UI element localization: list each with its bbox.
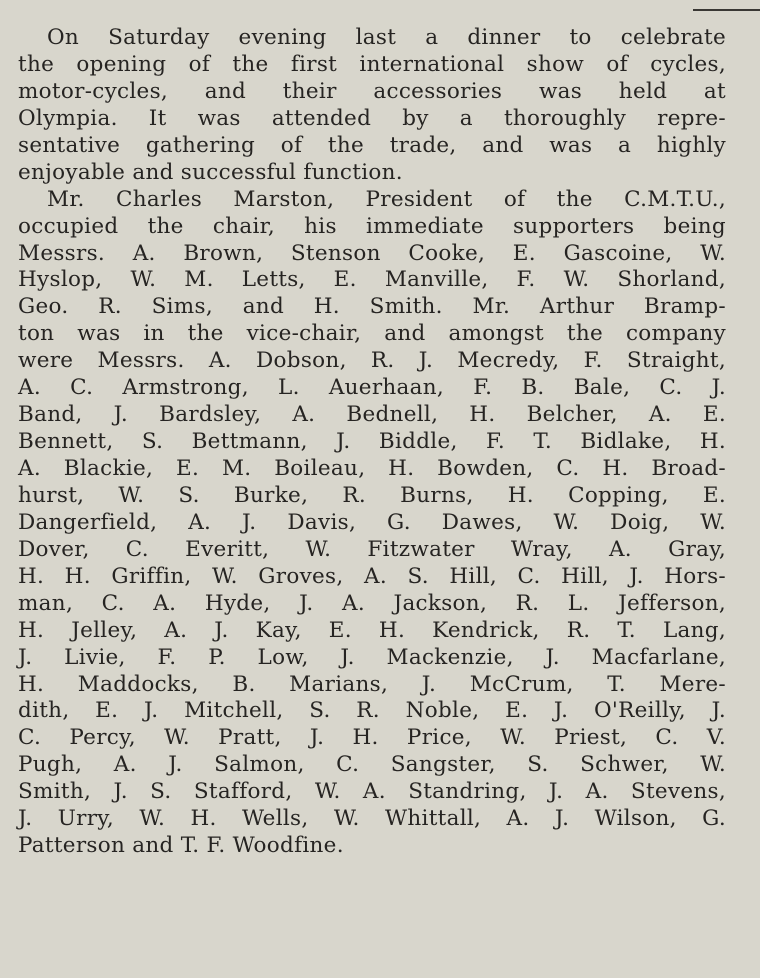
text-line: Olympia. It was attended by a thoroughly repre-	[18, 105, 726, 131]
text-line: A. Blackie, E. M. Boileau, H. Bowden, C. H. Broad-	[18, 456, 726, 481]
text-line: H. H. Griffin, W. Groves, A. S. Hill, C. Hill, J. Hors-	[18, 563, 726, 589]
text-line: enjoyable and successful function.	[18, 159, 403, 185]
text-line: man, C. A. Hyde, J. A. Jackson, R. L. Jefferson,	[18, 590, 726, 616]
text-line: H. Jelley, A. J. Kay, E. H. Kendrick, R. T. Lang,	[18, 617, 726, 643]
text-line: sentative gathering of the trade, and was a highly	[18, 132, 726, 158]
text-line: ton was in the vice-chair, and amongst the company	[18, 321, 726, 347]
text-line: Mr. Charles Marston, President of the C.M.T.U.,	[47, 186, 726, 212]
text-line: dith, E. J. Mitchell, S. R. Noble, E. J. O'Reilly, J.	[18, 698, 726, 724]
text-line: the opening of the first international show of cycles,	[18, 51, 726, 77]
text-line: On Saturday evening last a dinner to celebrate	[47, 25, 726, 50]
text-line: Dangerfield, A. J. Davis, G. Dawes, W. Doig, W.	[18, 509, 726, 535]
text-line: Messrs. A. Brown, Stenson Cooke, E. Gascoine, W.	[18, 240, 726, 266]
text-line: motor-cycles, and their accessories was held at	[18, 78, 726, 104]
text-line: hurst, W. S. Burke, R. Burns, H. Copping, E.	[18, 482, 726, 508]
paragraph-dinner-intro	[18, 25, 726, 187]
text-line: Band, J. Bardsley, A. Bednell, H. Belcher, A. E.	[18, 402, 726, 428]
paragraph-attendees	[18, 187, 726, 860]
text-line: were Messrs. A. Dobson, R. J. Mecredy, F. Straight,	[18, 348, 726, 374]
text-line: H. Maddocks, B. Marians, J. McCrum, T. Mere-	[18, 671, 726, 697]
text-line: A. C. Armstrong, L. Auerhaan, F. B. Bale, C. J.	[18, 375, 726, 401]
text-line: Smith, J. S. Stafford, W. A. Standring, J. A. Stevens,	[18, 779, 726, 805]
text-line: Bennett, S. Bettmann, J. Biddle, F. T. Bidlake, H.	[18, 429, 726, 455]
text-line: J. Urry, W. H. Wells, W. Whittall, A. J. Wilson, G.	[18, 806, 726, 832]
text-line: occupied the chair, his immediate supporters being	[18, 213, 726, 239]
text-line: J. Livie, F. P. Low, J. Mackenzie, J. Macfarlane,	[18, 644, 726, 670]
article-column	[18, 25, 726, 860]
text-line: C. Percy, W. Pratt, J. H. Price, W. Priest, C. V.	[18, 725, 726, 751]
column-rule	[693, 9, 760, 11]
text-line: Geo. R. Sims, and H. Smith. Mr. Arthur Bramp-	[18, 294, 726, 320]
text-line: Dover, C. Everitt, W. Fitzwater Wray, A. Gray,	[18, 536, 726, 562]
text-line: Pugh, A. J. Salmon, C. Sangster, S. Schwer, W.	[18, 752, 726, 778]
text-line: Patterson and T. F. Woodfine.	[18, 833, 344, 859]
text-line: Hyslop, W. M. Letts, E. Manville, F. W. Shorland,	[18, 267, 726, 293]
